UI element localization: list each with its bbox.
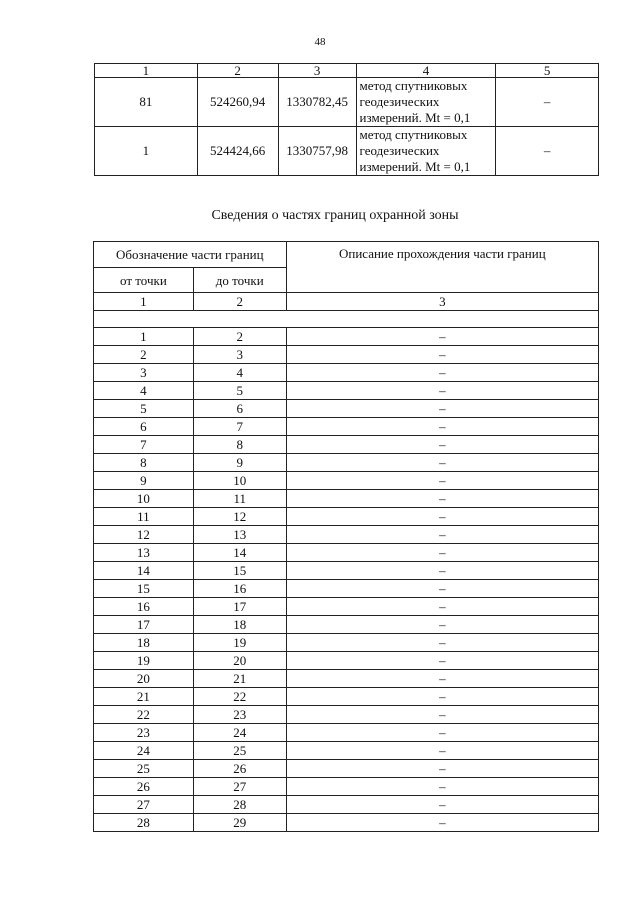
description-cell: –: [286, 580, 598, 598]
to-point-cell: 19: [193, 634, 286, 652]
blank-row: [94, 311, 599, 328]
table-row: [94, 382, 599, 400]
method-cell: [356, 78, 496, 127]
from-point-cell: 16: [94, 598, 194, 616]
coordinates-row: [95, 78, 599, 127]
table-row: [94, 526, 599, 544]
table-row: [94, 490, 599, 508]
to-point-cell: 15: [193, 562, 286, 580]
to-point-cell: 29: [193, 814, 286, 832]
to-point-cell: 5: [193, 382, 286, 400]
from-point-cell: 11: [94, 508, 194, 526]
boundary-parts-table: [93, 241, 599, 832]
from-point-cell: 24: [94, 742, 194, 760]
method-line: метод спутниковых: [359, 78, 468, 93]
to-point-cell: 8: [193, 436, 286, 454]
table-row: [94, 742, 599, 760]
from-point-cell: 3: [94, 364, 194, 382]
from-point-cell: 27: [94, 796, 194, 814]
description-cell: –: [286, 706, 598, 724]
section-title: Сведения о частях границ охранной зоны: [211, 208, 459, 223]
table-row: [94, 724, 599, 742]
from-point-cell: 9: [94, 472, 194, 490]
table-row: [94, 328, 599, 346]
column-number-row: [94, 293, 599, 311]
from-point-cell: 15: [94, 580, 194, 598]
description-cell: –: [286, 544, 598, 562]
description-cell: –: [286, 346, 598, 364]
coordinates-row: [95, 127, 599, 176]
from-point-cell: 7: [94, 436, 194, 454]
table-row: [94, 598, 599, 616]
table-row: [94, 472, 599, 490]
from-point-cell: 14: [94, 562, 194, 580]
from-point-cell: 18: [94, 634, 194, 652]
to-point-cell: 10: [193, 472, 286, 490]
to-point-cell: 24: [193, 724, 286, 742]
to-point-cell: 21: [193, 670, 286, 688]
to-point-cell: 3: [193, 346, 286, 364]
from-point-cell: 4: [94, 382, 194, 400]
table-row: [94, 508, 599, 526]
table-row: [94, 346, 599, 364]
to-point-cell: 4: [193, 364, 286, 382]
description-cell: –: [286, 814, 598, 832]
method-line: метод спутниковых: [359, 127, 468, 142]
table-row: [94, 814, 599, 832]
page-number: 48: [314, 36, 326, 48]
to-point-cell: 17: [193, 598, 286, 616]
description-cell: –: [286, 400, 598, 418]
description-cell: –: [286, 634, 598, 652]
method-cell: [356, 127, 496, 176]
description-cell: –: [286, 652, 598, 670]
to-point-cell: 11: [193, 490, 286, 508]
description-cell: –: [286, 616, 598, 634]
to-point-cell: 20: [193, 652, 286, 670]
to-point-cell: 22: [193, 688, 286, 706]
blank-cell: [94, 311, 599, 328]
table-row: [94, 364, 599, 382]
note-cell: –: [496, 78, 599, 127]
description-cell: –: [286, 436, 598, 454]
table-row: [94, 616, 599, 634]
from-point-cell: 20: [94, 670, 194, 688]
col-header: 5: [496, 64, 599, 78]
table-row: [94, 760, 599, 778]
from-point-cell: 10: [94, 490, 194, 508]
to-point-cell: 18: [193, 616, 286, 634]
note-cell: –: [496, 127, 599, 176]
to-point-cell: 23: [193, 706, 286, 724]
description-cell: –: [286, 454, 598, 472]
description-cell: –: [286, 562, 598, 580]
table-row: [94, 778, 599, 796]
from-point-cell: 1: [94, 328, 194, 346]
to-point-cell: 16: [193, 580, 286, 598]
table-row: [94, 670, 599, 688]
header-to-point: до точки: [193, 268, 286, 293]
col-header: 3: [278, 64, 356, 78]
description-cell: –: [286, 760, 598, 778]
from-point-cell: 21: [94, 688, 194, 706]
table-row: [94, 400, 599, 418]
header-boundary-designation: Обозначение части границ: [94, 242, 287, 268]
description-cell: –: [286, 724, 598, 742]
from-point-cell: 23: [94, 724, 194, 742]
table-row: [94, 418, 599, 436]
to-point-cell: 26: [193, 760, 286, 778]
from-point-cell: 22: [94, 706, 194, 724]
to-point-cell: 13: [193, 526, 286, 544]
description-cell: –: [286, 670, 598, 688]
col-header: 2: [197, 64, 278, 78]
column-number: 3: [286, 293, 598, 311]
from-point-cell: 8: [94, 454, 194, 472]
from-point-cell: 12: [94, 526, 194, 544]
description-cell: –: [286, 778, 598, 796]
to-point-cell: 7: [193, 418, 286, 436]
description-cell: –: [286, 598, 598, 616]
boundary-header-row: [94, 242, 599, 268]
header-from-point: от точки: [94, 268, 194, 293]
column-number: 2: [193, 293, 286, 311]
from-point-cell: 13: [94, 544, 194, 562]
to-point-cell: 6: [193, 400, 286, 418]
to-point-cell: 28: [193, 796, 286, 814]
coordinates-table: [94, 63, 599, 176]
table-row: [94, 634, 599, 652]
column-number: 1: [94, 293, 194, 311]
from-point-cell: 17: [94, 616, 194, 634]
method-line: геодезических: [359, 94, 440, 109]
to-point-cell: 2: [193, 328, 286, 346]
from-point-cell: 6: [94, 418, 194, 436]
from-point-cell: 26: [94, 778, 194, 796]
boundary-parts-body: [94, 328, 599, 832]
description-cell: –: [286, 796, 598, 814]
header-boundary-description: Описание прохождения части границ: [286, 242, 598, 293]
table-row: [94, 544, 599, 562]
x-cell: 524424,66: [197, 127, 278, 176]
table-row: [94, 436, 599, 454]
description-cell: –: [286, 472, 598, 490]
description-cell: –: [286, 418, 598, 436]
x-cell: 524260,94: [197, 78, 278, 127]
method-line: измерений. Mt = 0,1: [359, 110, 471, 125]
description-cell: –: [286, 508, 598, 526]
table-row: [94, 562, 599, 580]
description-cell: –: [286, 526, 598, 544]
from-point-cell: 2: [94, 346, 194, 364]
from-point-cell: 5: [94, 400, 194, 418]
description-cell: –: [286, 364, 598, 382]
col-header: 4: [356, 64, 496, 78]
description-cell: –: [286, 742, 598, 760]
description-cell: –: [286, 688, 598, 706]
y-cell: 1330757,98: [278, 127, 356, 176]
table-row: [94, 796, 599, 814]
description-cell: –: [286, 328, 598, 346]
table-row: [94, 706, 599, 724]
point-cell: 1: [95, 127, 198, 176]
table-row: [94, 580, 599, 598]
description-cell: –: [286, 382, 598, 400]
y-cell: 1330782,45: [278, 78, 356, 127]
coordinates-header-row: [95, 64, 599, 78]
description-cell: –: [286, 490, 598, 508]
point-cell: 81: [95, 78, 198, 127]
from-point-cell: 25: [94, 760, 194, 778]
table-row: [94, 652, 599, 670]
method-line: геодезических: [359, 143, 440, 158]
to-point-cell: 27: [193, 778, 286, 796]
from-point-cell: 28: [94, 814, 194, 832]
to-point-cell: 12: [193, 508, 286, 526]
table-row: [94, 454, 599, 472]
col-header: 1: [95, 64, 198, 78]
to-point-cell: 25: [193, 742, 286, 760]
from-point-cell: 19: [94, 652, 194, 670]
table-row: [94, 688, 599, 706]
to-point-cell: 9: [193, 454, 286, 472]
to-point-cell: 14: [193, 544, 286, 562]
method-line: измерений. Mt = 0,1: [359, 159, 471, 174]
